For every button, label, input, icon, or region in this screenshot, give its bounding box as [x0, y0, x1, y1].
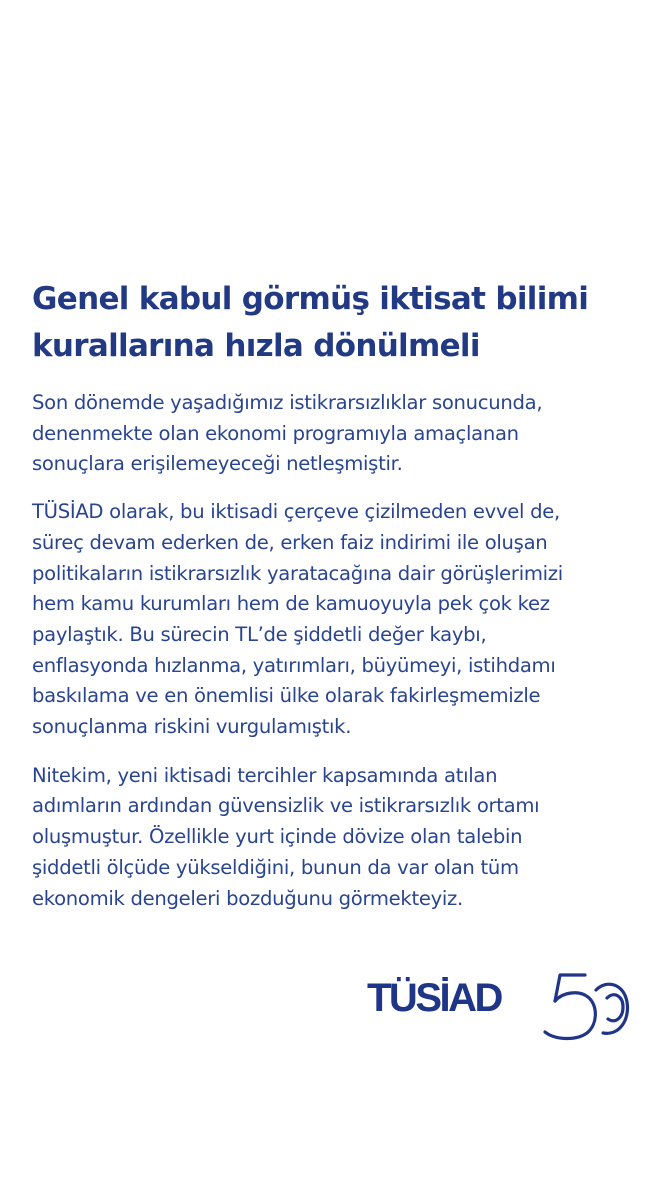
- paragraph-line: sonuçlara erişilemeyeceği netleşmiştir.: [32, 452, 403, 476]
- paragraph-line: Nitekim, yeni iktisadi tercihler kapsamında atılan: [32, 763, 498, 787]
- paragraph-3: [32, 761, 652, 915]
- paragraph-line: süreç devam ederken de, erken faiz indirimi ile oluşan: [32, 530, 548, 554]
- paragraph-line: politikaların istikrarsızlık yaratacağına dair görüşlerimizi: [32, 561, 563, 585]
- statement-content: [32, 276, 652, 914]
- paragraph-line: paylaştık. Bu sürecin TL’de şiddetli değer kaybı,: [32, 622, 487, 646]
- logo-fifty-mark: [541, 966, 631, 1046]
- paragraph-line: TÜSİAD olarak, bu iktisadi çerçeve çizilmeden evvel de,: [32, 500, 560, 524]
- headline: [32, 276, 652, 370]
- paragraph-2: [32, 497, 652, 743]
- paragraph-line: Son dönemde yaşadığımız istikrarsızlıklar sonucunda,: [32, 391, 543, 414]
- paragraph-line: sonuçlanma riskini vurgulamıştık.: [32, 715, 352, 739]
- paragraph-line: baskılama ve en önemlisi ülke olarak fakirleşmemizle: [32, 684, 541, 708]
- headline-line: kurallarına hızla dönülmeli: [32, 328, 480, 364]
- headline-line: Genel kabul görmüş iktisat bilimi: [32, 281, 589, 317]
- paragraph-line: hem kamu kurumları hem de kamuoyuyla pek çok kez: [32, 592, 550, 616]
- tusiad-50-logo-icon: [367, 966, 631, 1046]
- logo-wordmark: TÜSİAD: [367, 976, 501, 1020]
- paragraph-line: denenmekte olan ekonomi programıyla amaçlanan: [32, 421, 519, 445]
- paragraph-line: adımların ardından güvensizlik ve istikrarsızlık ortamı: [32, 794, 540, 818]
- paragraph-line: enflasyonda hızlanma, yatırımları, büyümeyi, istihdamı: [32, 653, 556, 677]
- paragraph-line: oluşmuştur. Özellikle yurt içinde dövize olan talebin: [32, 825, 523, 849]
- paragraph-1: [32, 388, 652, 480]
- paragraph-line: şiddetli ölçüde yükseldiğini, bunun da var olan tüm: [32, 855, 519, 879]
- paragraph-line: ekonomik dengeleri bozduğunu görmekteyiz.: [32, 886, 463, 910]
